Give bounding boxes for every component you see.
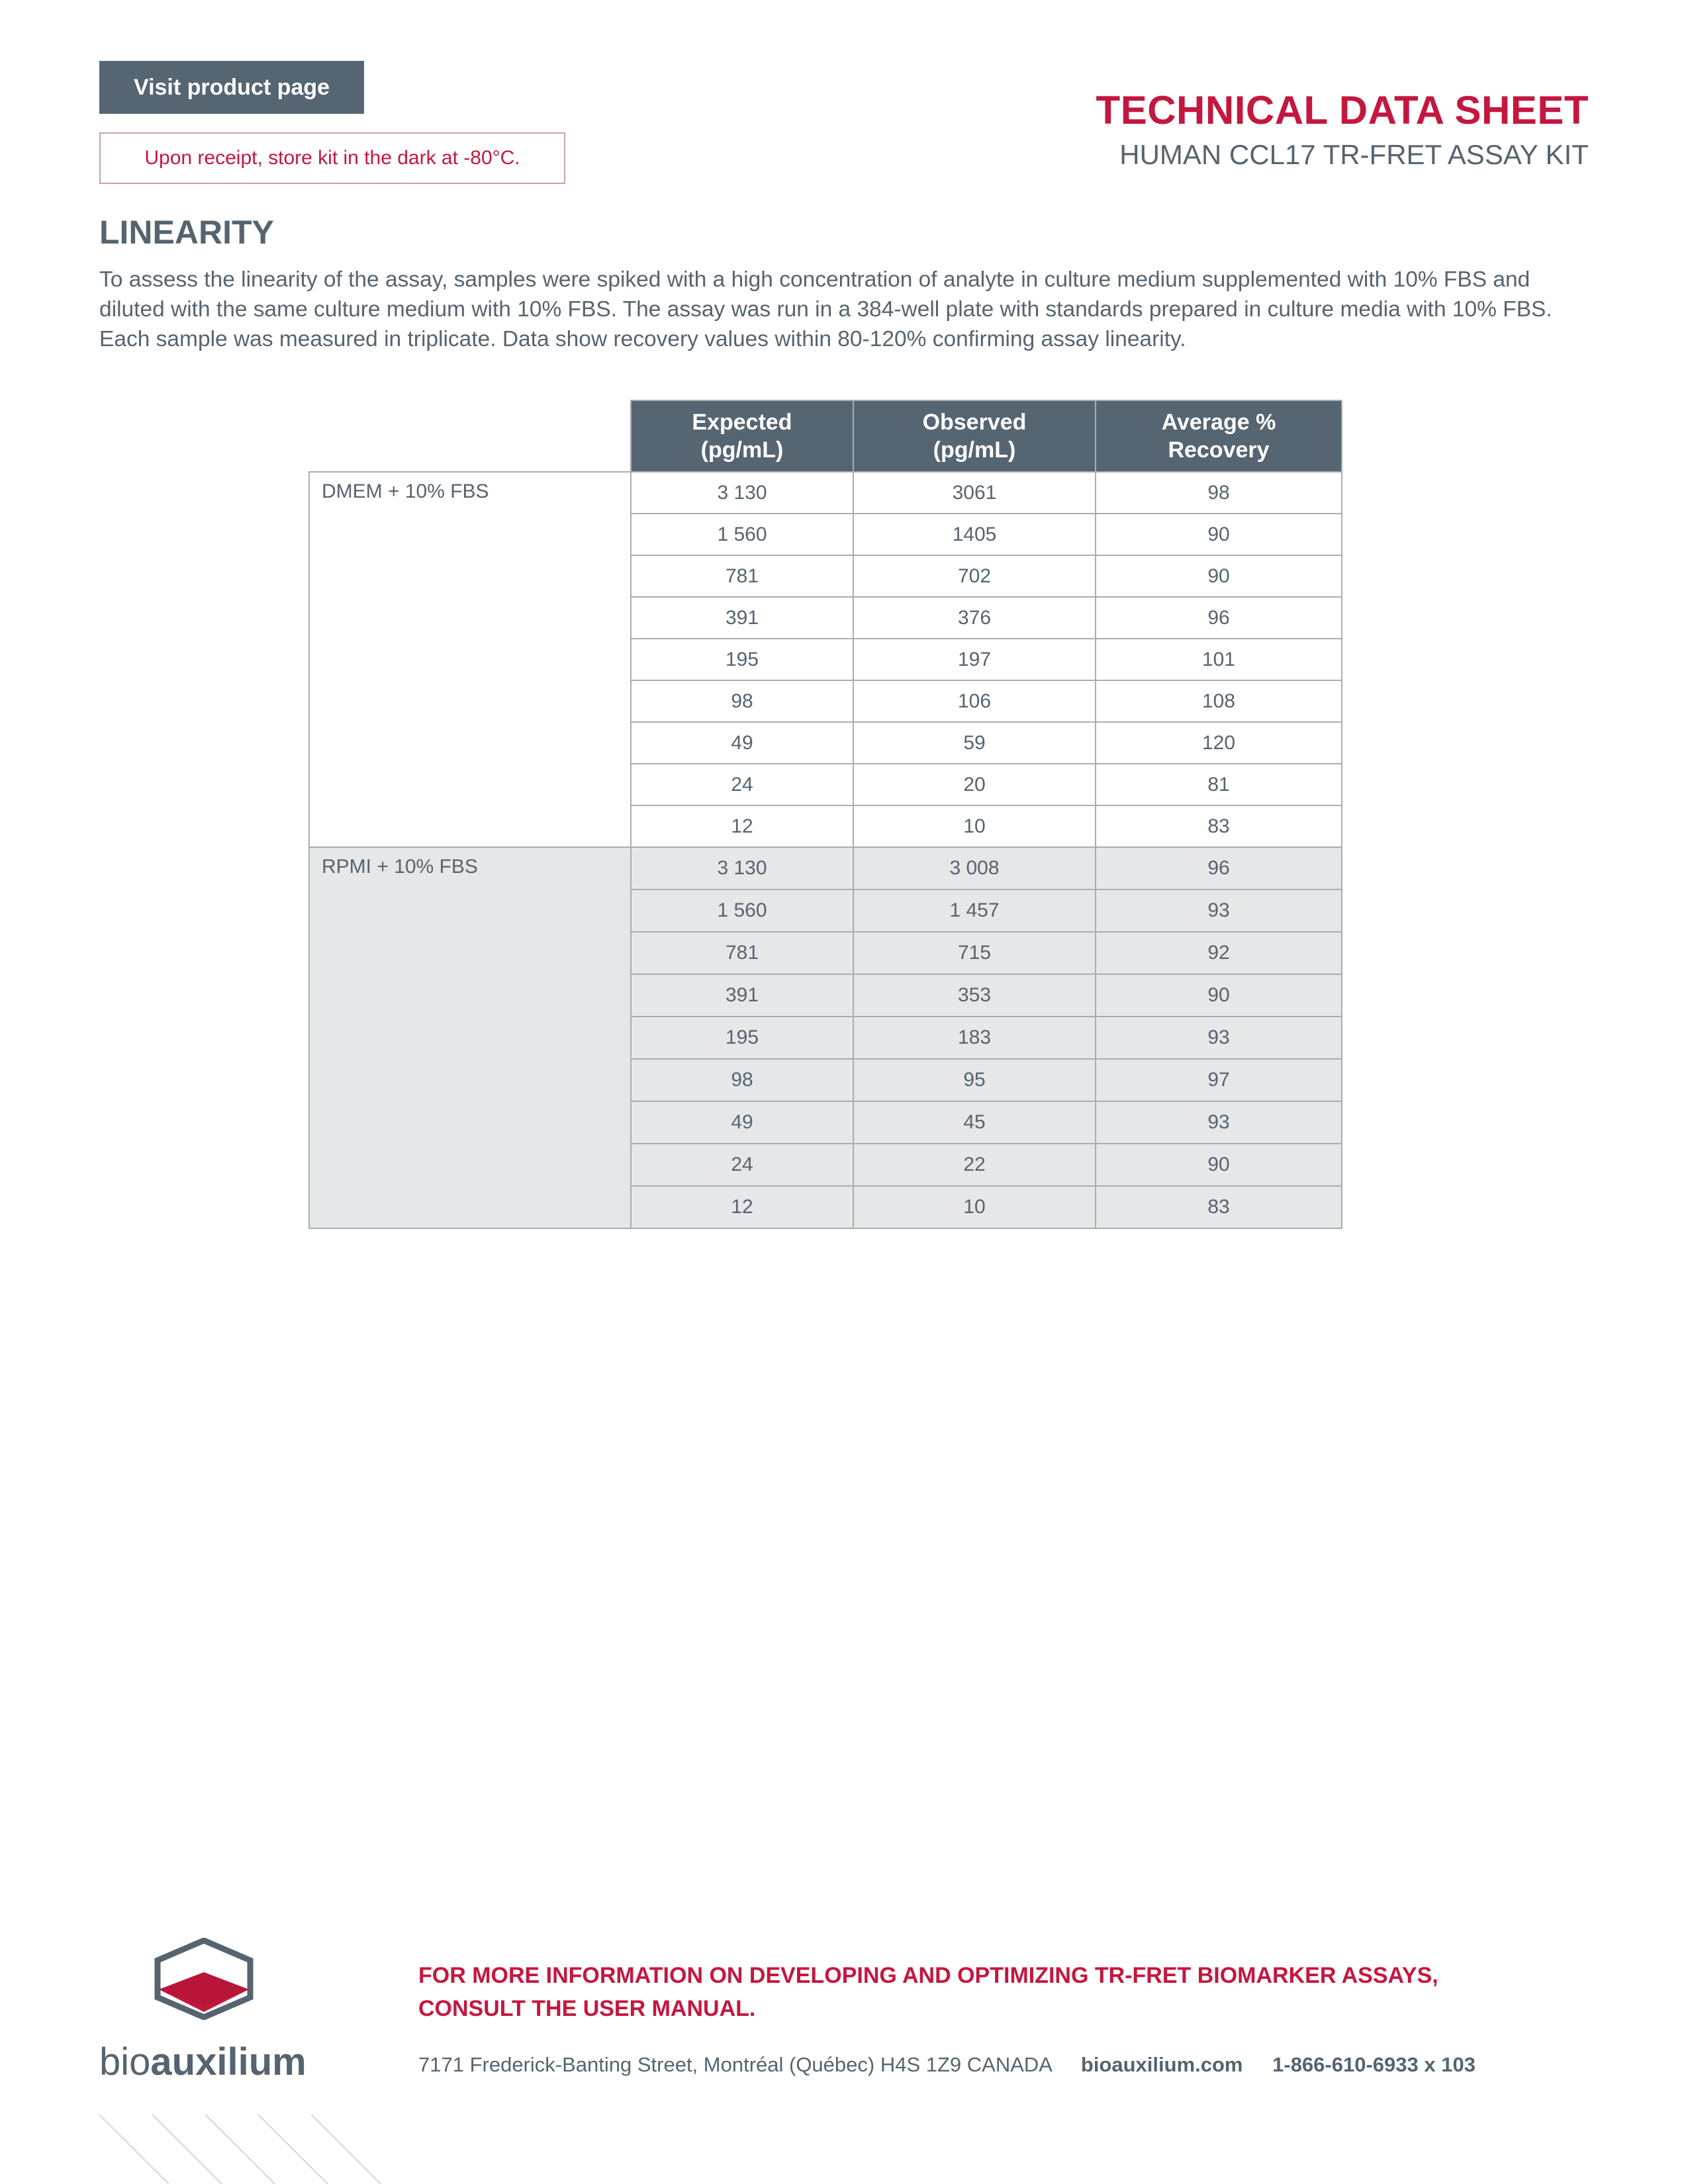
recovery-cell: 120 bbox=[1096, 722, 1342, 764]
expected-cell: 1 560 bbox=[631, 889, 853, 932]
expected-cell: 781 bbox=[631, 555, 853, 597]
table-row bbox=[309, 847, 1342, 889]
recovery-cell: 96 bbox=[1096, 847, 1342, 889]
expected-cell: 98 bbox=[631, 680, 853, 722]
observed-cell: 22 bbox=[853, 1144, 1096, 1186]
decorative-diagonal-lines bbox=[99, 2115, 404, 2184]
recovery-cell: 90 bbox=[1096, 974, 1342, 1017]
logo-wordmark bbox=[99, 2040, 306, 2084]
recovery-cell: 81 bbox=[1096, 764, 1342, 805]
footer-address: 7171 Frederick-Banting Street, Montréal (Québec) H4S 1Z9 CANADA bbox=[418, 2053, 1052, 2076]
header-recovery bbox=[1096, 400, 1342, 472]
expected-cell: 195 bbox=[631, 1017, 853, 1059]
header-expected-line1: Expected bbox=[692, 410, 792, 435]
observed-cell: 702 bbox=[853, 555, 1096, 597]
section-body: To assess the linearity of the assay, samples were spiked with a high concentration of analyte in culture medium supplemented with 10% FBS and diluted with the same culture medium with 10% FBS. The assay was run in a 384-well plate with standards prepared in culture media with 10% FBS. Each sample was measured in triplicate. Data show recovery values within 80-120% confirming assay linearity. bbox=[99, 267, 1552, 351]
expected-cell: 3 130 bbox=[631, 472, 853, 514]
observed-cell: 106 bbox=[853, 680, 1096, 722]
medium-label: DMEM + 10% FBS bbox=[309, 472, 631, 847]
expected-cell: 3 130 bbox=[631, 847, 853, 889]
recovery-cell: 93 bbox=[1096, 1101, 1342, 1144]
header-recovery-line2: Recovery bbox=[1168, 437, 1270, 463]
footer-info-line2: CONSULT THE USER MANUAL. bbox=[418, 1996, 756, 2021]
observed-cell: 20 bbox=[853, 764, 1096, 805]
footer-info bbox=[418, 1959, 1438, 2025]
expected-cell: 391 bbox=[631, 974, 853, 1017]
footer-contact bbox=[418, 2053, 1476, 2077]
observed-cell: 1405 bbox=[853, 514, 1096, 555]
recovery-cell: 93 bbox=[1096, 1017, 1342, 1059]
recovery-cell: 90 bbox=[1096, 555, 1342, 597]
expected-cell: 49 bbox=[631, 1101, 853, 1144]
recovery-cell: 98 bbox=[1096, 472, 1342, 514]
expected-cell: 781 bbox=[631, 932, 853, 974]
bioauxilium-logo-icon bbox=[154, 1938, 254, 2020]
recovery-cell: 93 bbox=[1096, 889, 1342, 932]
document-title: TECHNICAL DATA SHEET bbox=[1096, 88, 1589, 132]
recovery-cell: 97 bbox=[1096, 1059, 1342, 1101]
recovery-cell: 83 bbox=[1096, 805, 1342, 847]
table-header-row bbox=[309, 400, 1342, 472]
linearity-table bbox=[308, 400, 1342, 1229]
recovery-cell: 90 bbox=[1096, 1144, 1342, 1186]
header-observed bbox=[853, 400, 1096, 472]
logo-suffix: auxilium bbox=[150, 2040, 306, 2083]
observed-cell: 10 bbox=[853, 1186, 1096, 1228]
observed-cell: 95 bbox=[853, 1059, 1096, 1101]
expected-cell: 24 bbox=[631, 1144, 853, 1186]
expected-cell: 12 bbox=[631, 805, 853, 847]
expected-cell: 24 bbox=[631, 764, 853, 805]
footer-phone: 1-866-610-6933 x 103 bbox=[1272, 2053, 1476, 2076]
footer-website-link[interactable]: bioauxilium.com bbox=[1080, 2053, 1243, 2076]
observed-cell: 183 bbox=[853, 1017, 1096, 1059]
expected-cell: 12 bbox=[631, 1186, 853, 1228]
footer-info-line1: FOR MORE INFORMATION ON DEVELOPING AND OPTIMIZING TR-FRET BIOMARKER ASSAYS, bbox=[418, 1963, 1438, 1988]
medium-label: RPMI + 10% FBS bbox=[309, 847, 631, 1228]
observed-cell: 45 bbox=[853, 1101, 1096, 1144]
table-group-rpmi bbox=[309, 847, 1342, 1228]
header-recovery-line1: Average % bbox=[1161, 410, 1276, 435]
expected-cell: 1 560 bbox=[631, 514, 853, 555]
recovery-cell: 92 bbox=[1096, 932, 1342, 974]
expected-cell: 391 bbox=[631, 597, 853, 639]
recovery-cell: 96 bbox=[1096, 597, 1342, 639]
header-blank bbox=[309, 400, 631, 472]
table-group-dmem bbox=[309, 472, 1342, 847]
observed-cell: 3061 bbox=[853, 472, 1096, 514]
observed-cell: 715 bbox=[853, 932, 1096, 974]
observed-cell: 3 008 bbox=[853, 847, 1096, 889]
expected-cell: 98 bbox=[631, 1059, 853, 1101]
recovery-cell: 101 bbox=[1096, 639, 1342, 680]
recovery-cell: 83 bbox=[1096, 1186, 1342, 1228]
expected-cell: 195 bbox=[631, 639, 853, 680]
header-observed-line1: Observed bbox=[922, 410, 1027, 435]
observed-cell: 10 bbox=[853, 805, 1096, 847]
recovery-cell: 108 bbox=[1096, 680, 1342, 722]
observed-cell: 376 bbox=[853, 597, 1096, 639]
header-expected bbox=[631, 400, 853, 472]
header-observed-line2: (pg/mL) bbox=[933, 437, 1016, 463]
header-expected-line2: (pg/mL) bbox=[700, 437, 784, 463]
observed-cell: 1 457 bbox=[853, 889, 1096, 932]
observed-cell: 59 bbox=[853, 722, 1096, 764]
observed-cell: 197 bbox=[853, 639, 1096, 680]
table-row bbox=[309, 472, 1342, 514]
storage-note: Upon receipt, store kit in the dark at -80°C. bbox=[99, 132, 565, 184]
logo-prefix: bio bbox=[99, 2040, 151, 2083]
observed-cell: 353 bbox=[853, 974, 1096, 1017]
document-subtitle: HUMAN CCL17 TR-FRET ASSAY KIT bbox=[1119, 139, 1589, 170]
visit-product-page-button[interactable]: Visit product page bbox=[99, 61, 364, 114]
section-title: LINEARITY bbox=[99, 214, 274, 251]
recovery-cell: 90 bbox=[1096, 514, 1342, 555]
expected-cell: 49 bbox=[631, 722, 853, 764]
